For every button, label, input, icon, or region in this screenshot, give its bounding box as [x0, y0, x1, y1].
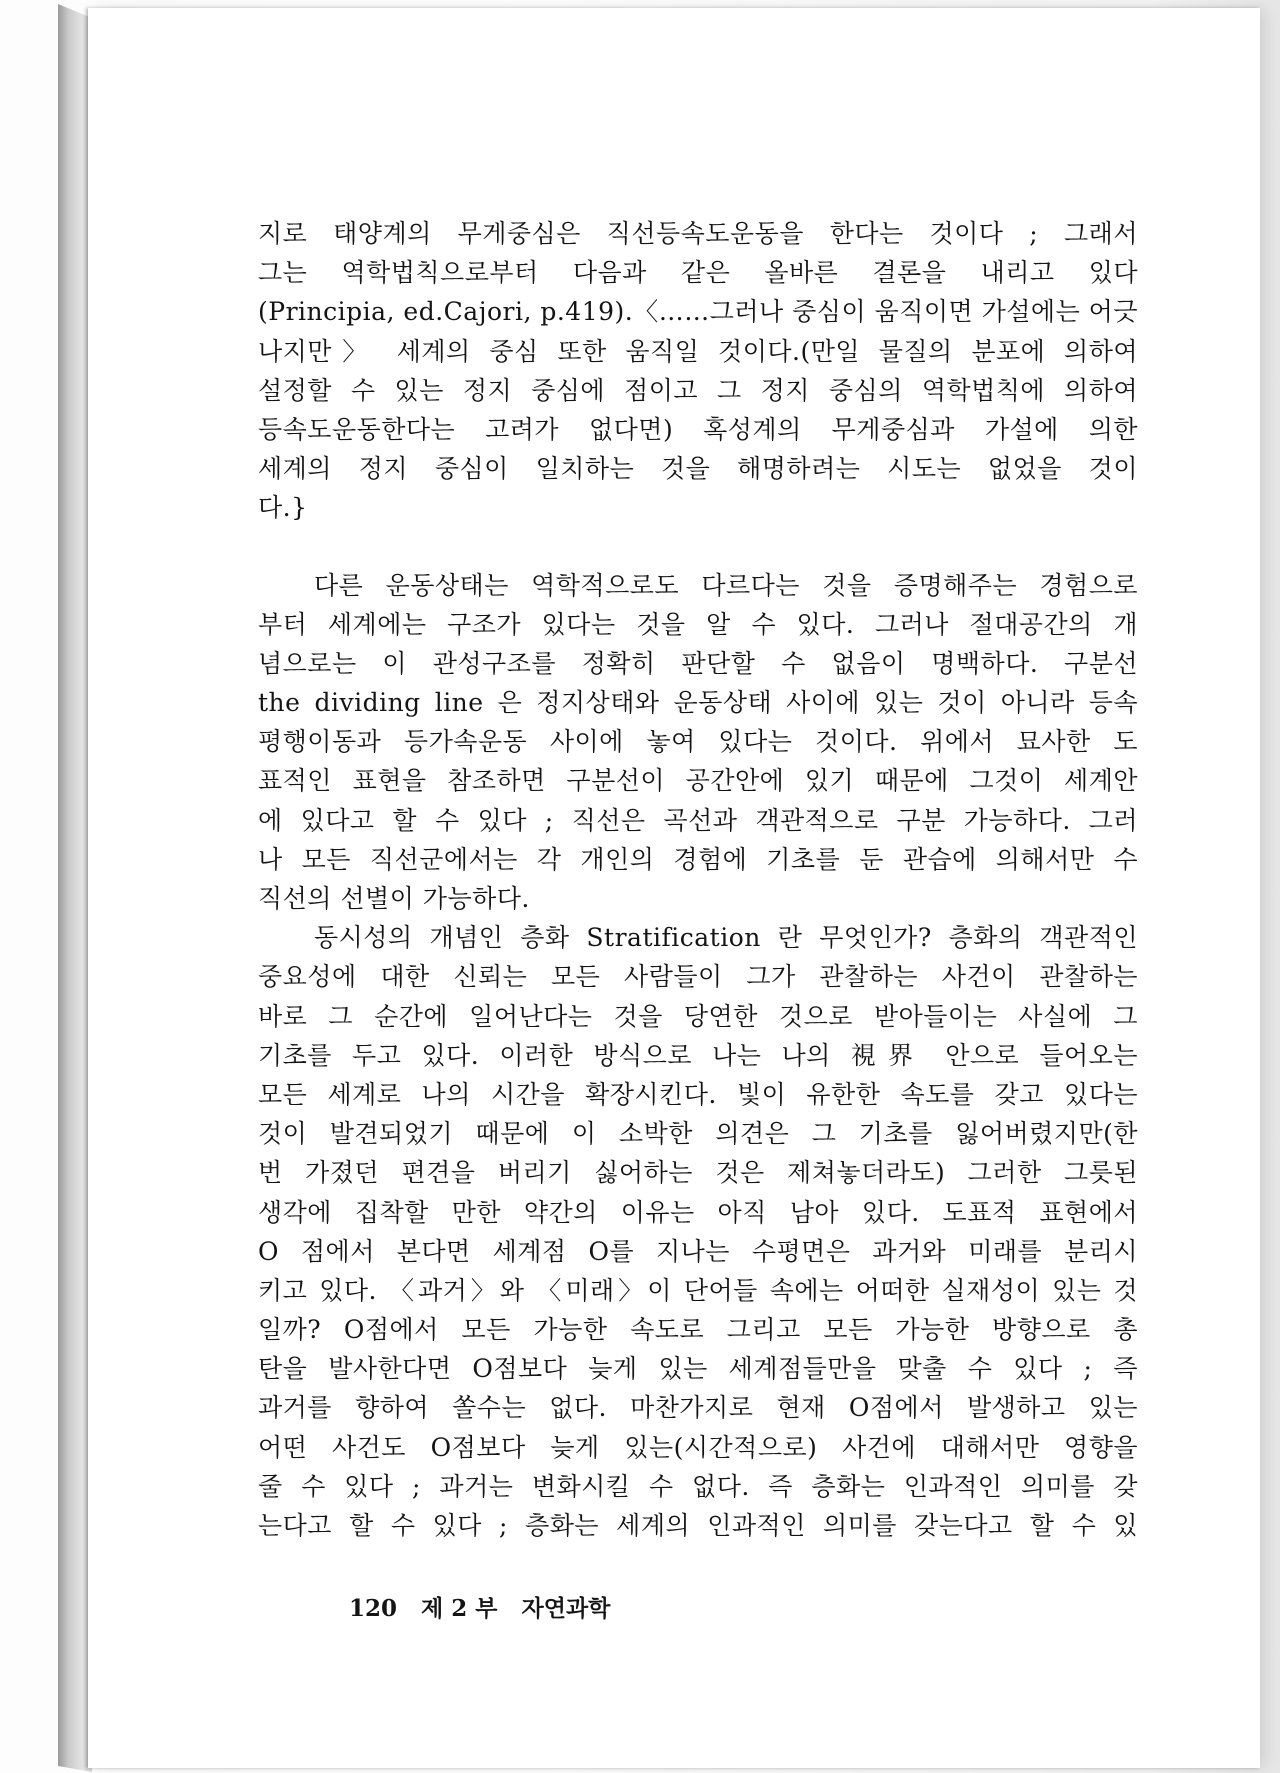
- paragraph-structure-of-world: [258, 566, 1138, 919]
- text-line: 어떤 사건도 O점보다 늦게 있는(시간적으로) 사건에 대해서만 영향을: [258, 1432, 1138, 1462]
- text-line: 중요성에 대한 신뢰는 모든 사람들이 그가 관찰하는 사건이 관찰하는: [258, 962, 1138, 992]
- text-line: 번 가졌던 편견을 버리기 싫어하는 것은 제쳐놓더라도) 그러한 그릇된: [258, 1158, 1138, 1188]
- text-line: 는다고 할 수 있다 ; 층화는 세계의 인과적인 의미를 갖는다고 할 수 있: [258, 1511, 1138, 1540]
- text-line: (Principia, ed.Cajori, p.419).〈……그러나 중심이 움직이면 가설에는 어긋: [258, 297, 1138, 327]
- text-line: 기초를 두고 있다. 이러한 방식으로 나는 나의 視界 안으로 들어오는: [258, 1040, 1138, 1070]
- text-line: 평행이동과 등가속운동 사이에 놓여 있다는 것이다. 위에서 묘사한 도: [258, 727, 1138, 757]
- body-text: [258, 214, 1138, 1545]
- text-line: 세계의 정지 중심이 일치하는 것을 해명하려는 시도는 없었을 것이: [258, 454, 1138, 484]
- text-line: 표적인 표현을 참조하면 구분선이 공간안에 있기 때문에 그것이 세계안: [258, 766, 1138, 796]
- text-line: 그는 역학법칙으로부터 다음과 같은 올바른 결론을 내리고 있다: [258, 258, 1138, 288]
- page-sheet: [88, 8, 1260, 1768]
- text-line: 동시성의 개념인 층화 Stratification 란 무엇인가? 층화의 객관적인: [314, 923, 1138, 953]
- text-line: 직선의 선별이 가능하다.: [258, 884, 530, 913]
- text-line: 생각에 집착할 만한 약간의 이유는 아직 남아 있다. 도표적 표현에서: [258, 1197, 1138, 1227]
- section-title: 자연과학: [521, 1595, 611, 1622]
- text-line: 키고 있다. 〈과거〉와 〈미래〉이 단어들 속에는 어떠한 실재성이 있는 것: [258, 1275, 1138, 1305]
- paragraph-spacer: [258, 528, 1138, 566]
- book-spine-edge: [58, 4, 92, 1772]
- text-line: 지로 태양계의 무게중심은 직선등속도운동을 한다는 것이다 ; 그래서: [258, 219, 1138, 248]
- text-line: 에 있다고 할 수 있다 ; 직선은 곡선과 객관적으로 구분 가능하다. 그러: [258, 805, 1138, 835]
- text-line: 탄을 발사한다면 O점보다 늦게 있는 세계점들만을 맞출 수 있다 ; 즉: [258, 1354, 1138, 1384]
- text-line: the dividing line 은 정지상태와 운동상태 사이에 있는 것이 아니라 등속: [258, 688, 1138, 718]
- page-number: 120: [349, 1595, 398, 1622]
- text-line: 다.}: [258, 493, 308, 523]
- part-label: 제 2 부: [421, 1595, 498, 1622]
- text-line: 부터 세계에는 구조가 있다는 것을 알 수 있다. 그러나 절대공간의 개: [258, 609, 1138, 639]
- page-footer: [349, 1590, 626, 1623]
- text-line: 나 모든 직선군에서는 각 개인의 경험에 기초를 둔 관습에 의해서만 수: [258, 844, 1138, 874]
- text-line: O 점에서 본다면 세계점 O를 지나는 수평면은 과거와 미래를 분리시: [258, 1236, 1138, 1266]
- text-line: 바로 그 순간에 일어난다는 것을 당연한 것으로 받아들이는 사실에 그: [258, 1001, 1138, 1031]
- text-line: 것이 발견되었기 때문에 이 소박한 의견은 그 기초를 잃어버렸지만(한: [258, 1119, 1138, 1149]
- text-line: 일까? O점에서 모든 가능한 속도로 그리고 모든 가능한 방향으로 총: [258, 1315, 1138, 1345]
- text-line: 줄 수 있다 ; 과거는 변화시킬 수 없다. 즉 층화는 인과적인 의미를 갖: [258, 1471, 1138, 1501]
- text-line: 념으로는 이 관성구조를 정확히 판단할 수 없음이 명백하다. 구분선: [258, 648, 1138, 678]
- text-line: 다른 운동상태는 역학적으로도 다르다는 것을 증명해주는 경험으로: [314, 570, 1138, 600]
- text-line: 모든 세계로 나의 시간을 확장시킨다. 빛이 유한한 속도를 갖고 있다는: [258, 1079, 1138, 1109]
- text-line: 설정할 수 있는 정지 중심에 점이고 그 정지 중심의 역학법칙에 의하여: [258, 375, 1138, 405]
- paragraph-continued: [258, 214, 1138, 528]
- text-line: 등속도운동한다는 고려가 없다면) 혹성계의 무게중심과 가설에 의한: [258, 414, 1138, 444]
- text-line: 과거를 향하여 쏠수는 없다. 마찬가지로 현재 O점에서 발생하고 있는: [258, 1393, 1138, 1423]
- text-line: 나지만〉 세계의 중심 또한 움직일 것이다.(만일 물질의 분포에 의하여: [258, 336, 1138, 366]
- paragraph-stratification: [258, 918, 1138, 1545]
